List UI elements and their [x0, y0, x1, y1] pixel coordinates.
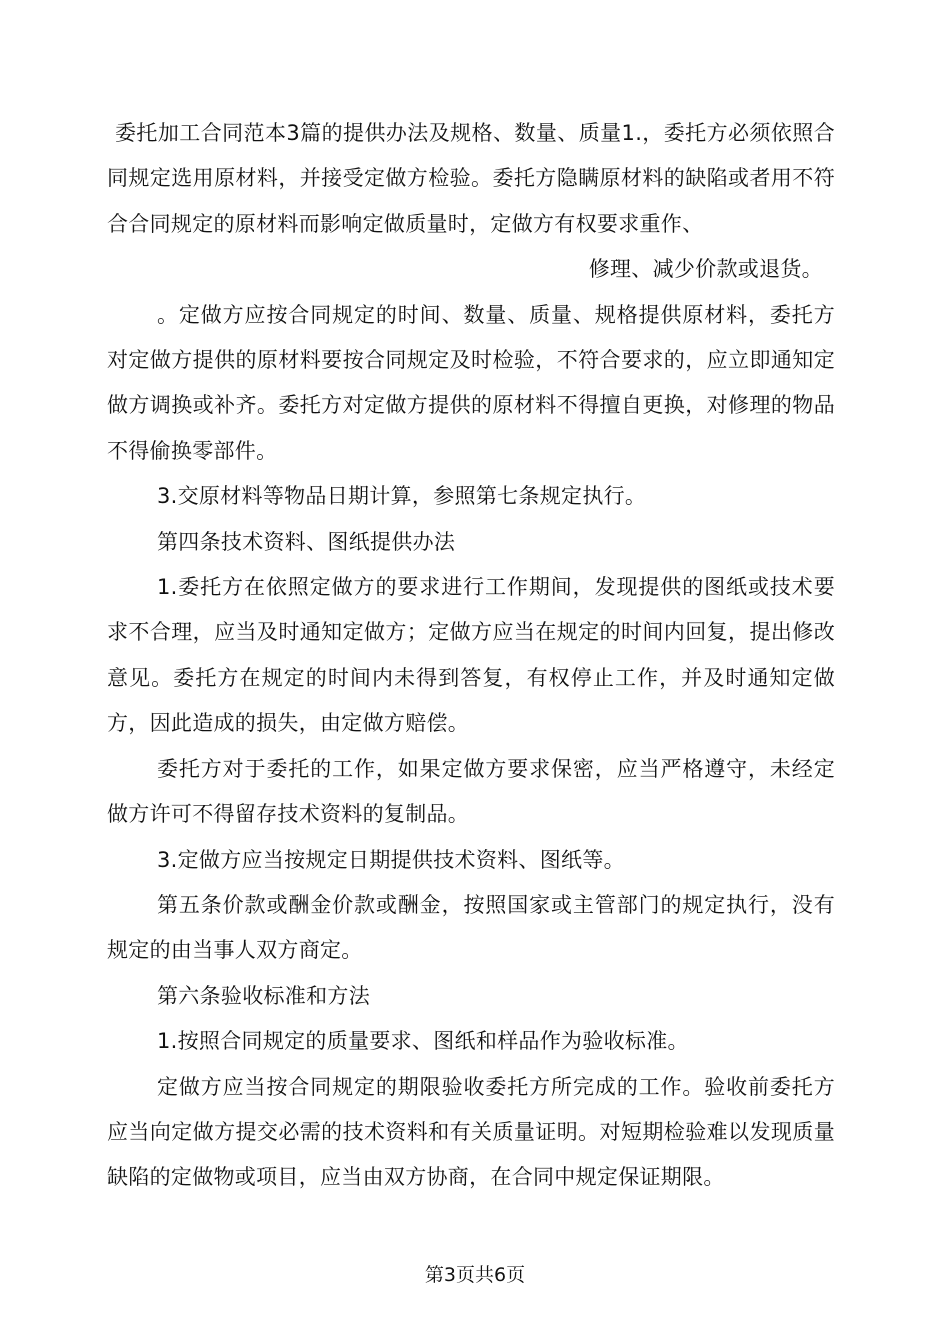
paragraph-materials-intro: 委托加工合同范本3篇的提供办法及规格、数量、质量1.，委托方必须依照合同规定选用原材料，并接受定做方检验。委托方隐瞒原材料的缺陷或者用不符合合同规定的原材料而影响定做质量时，定做方有权要求重作、: [107, 121, 835, 236]
paragraph-delivery-date: 3.交原材料等物品日期计算，参照第七条规定执行。: [157, 484, 647, 509]
paragraph-acceptance-standard: 1.按照合同规定的质量要求、图纸和样品作为验收标准。: [157, 1029, 689, 1054]
paragraph-technical-data: 3.定做方应当按规定日期提供技术资料、图纸等。: [157, 847, 625, 872]
paragraph-article-5-price: 第五条价款或酬金价款或酬金，按照国家或主管部门的规定执行，没有规定的由当事人双方商定。: [107, 892, 835, 963]
paragraph-contractor-materials: 。定做方应按合同规定的时间、数量、质量、规格提供原材料，委托方对定做方提供的原材料要按合同规定及时检验，不符合要求的，应立即通知定做方调换或补齐。委托方对定做方提供的原材料不得擅自更换，对修理的物品不得偷换零部件。: [107, 302, 835, 463]
document-body: [107, 111, 835, 1201]
page-number-footer: 第3页共6页: [424, 1264, 526, 1286]
heading-article-6: 第六条验收标准和方法: [157, 983, 370, 1008]
paragraph-drawings-review: 1.委托方在依照定做方的要求进行工作期间，发现提供的图纸或技术要求不合理，应当及时通知定做方；定做方应当在规定的时间内回复，提出修改意见。委托方在规定的时间内未得到答复，有权停止工作，并及时通知定做方，因此造成的损失，由定做方赔偿。: [107, 575, 835, 736]
paragraph-materials-continuation: 修理、减少价款或退货。: [588, 257, 823, 282]
paragraph-acceptance-procedure: 定做方应当按合同规定的期限验收委托方所完成的工作。验收前委托方应当向定做方提交必需的技术资料和有关质量证明。对短期检验难以发现质量缺陷的定做物或项目，应当由双方协商，在合同中规定保证期限。: [107, 1074, 835, 1190]
heading-article-4: 第四条技术资料、图纸提供办法: [157, 529, 456, 554]
paragraph-confidentiality: 委托方对于委托的工作，如果定做方要求保密，应当严格遵守，未经定做方许可不得留存技术资料的复制品。: [107, 756, 835, 827]
